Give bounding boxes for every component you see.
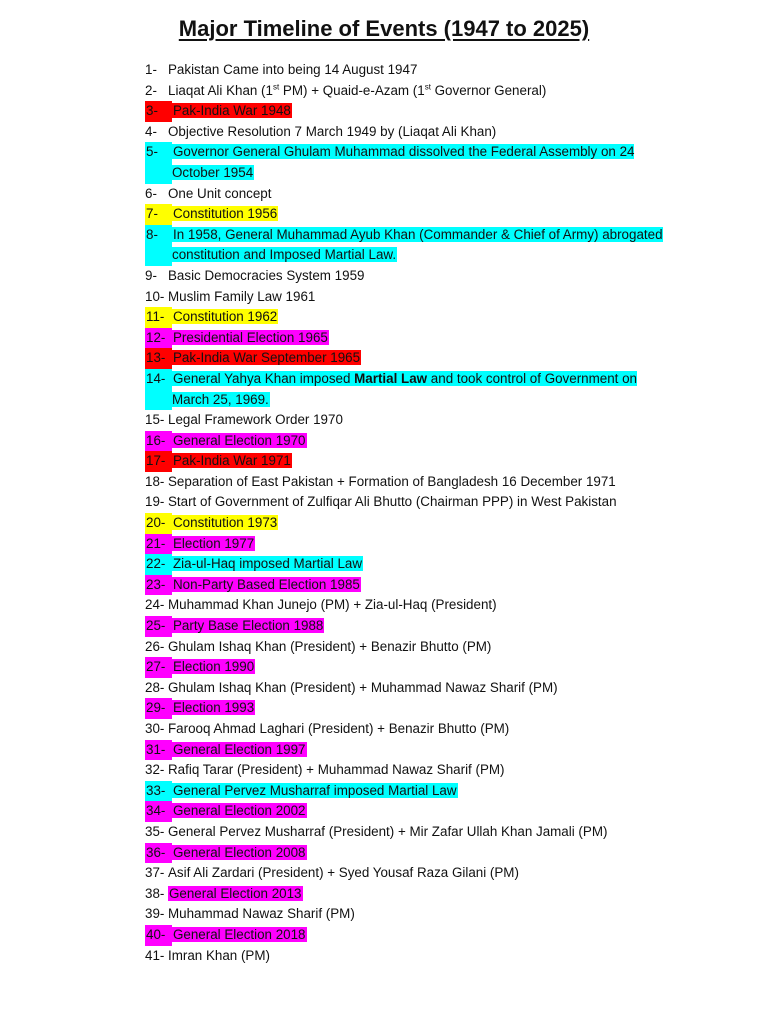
item-text-content: General Election 1970 (173, 432, 306, 448)
timeline-item (145, 184, 675, 205)
item-text-content: Constitution 1962 (173, 309, 278, 325)
item-number: 11- (145, 307, 172, 328)
item-text-content: Zia-ul-Haq imposed Martial Law (173, 556, 363, 572)
item-text (172, 554, 675, 575)
item-text-content: Election 1990 (173, 659, 255, 675)
timeline-item (145, 142, 675, 183)
item-text-bold: Martial Law (354, 370, 428, 386)
timeline-item (145, 554, 675, 575)
timeline-item (145, 225, 675, 266)
item-text (168, 184, 675, 205)
item-number: 36- (145, 843, 172, 864)
timeline-item (145, 101, 675, 122)
item-text-content: Muhammad Khan Junejo (PM) + Zia-ul-Haq (President) (168, 597, 497, 613)
item-number: 8- (145, 225, 172, 266)
item-number: 15- (145, 412, 165, 428)
item-number: 34- (145, 801, 172, 822)
item-text-content: In 1958, General Muhammad Ayub Khan (Commander & Chief of Army) abrogated constitution and Imposed Martial Law. (172, 226, 663, 263)
item-text (172, 142, 675, 183)
timeline-item (145, 410, 675, 431)
timeline-item (145, 122, 675, 143)
timeline-item (145, 698, 675, 719)
item-text-content: Non-Party Based Election 1985 (173, 576, 360, 592)
item-text-content: Separation of East Pakistan + Formation of Bangladesh 16 December 1971 (168, 473, 616, 489)
item-text (172, 740, 675, 761)
item-text-part: and took control of Government on March 25, 1969. (172, 370, 637, 407)
item-text (172, 843, 675, 864)
item-text (168, 760, 675, 781)
item-text-content: Objective Resolution 7 March 1949 by (Liaqat Ali Khan) (168, 123, 497, 139)
timeline-item (145, 781, 675, 802)
item-text-content: Pak-India War 1948 (173, 103, 291, 119)
item-text (172, 925, 675, 946)
item-text-content: Ghulam Ishaq Khan (President) + Benazir Bhutto (PM) (168, 638, 492, 654)
timeline-item (145, 472, 675, 493)
timeline-item (145, 266, 675, 287)
item-number: 2- (145, 82, 157, 98)
item-text (168, 678, 675, 699)
item-text (172, 698, 675, 719)
item-text-content: Ghulam Ishaq Khan (President) + Muhammad Nawaz Sharif (PM) (168, 679, 558, 695)
timeline-item (145, 884, 675, 905)
item-text (168, 492, 675, 513)
item-text-content: General Election 2002 (173, 803, 306, 819)
item-number: 21- (145, 534, 172, 555)
item-number: 28- (145, 679, 165, 695)
item-text (172, 616, 675, 637)
item-text-content: Party Base Election 1988 (173, 618, 324, 634)
item-text (168, 595, 675, 616)
timeline-item (145, 946, 675, 967)
timeline-item (145, 369, 675, 410)
item-number: 33- (145, 781, 172, 802)
timeline-item (145, 595, 675, 616)
item-text-content: Muhammad Nawaz Sharif (PM) (168, 906, 355, 922)
item-text-content: Constitution 1973 (173, 515, 278, 531)
item-text-content: Governor General Ghulam Muhammad dissolved the Federal Assembly on 24 October 1954 (172, 144, 635, 180)
item-text-content: Asif Ali Zardari (President) + Syed Yousaf Raza Gilani (PM) (168, 865, 519, 881)
item-number: 29- (145, 698, 172, 719)
item-text-content: General Pervez Musharraf imposed Martial Law (173, 782, 457, 798)
item-text (172, 781, 675, 802)
item-text-content: General Election 2008 (173, 844, 306, 860)
item-number: 3- (145, 101, 172, 122)
item-text (168, 81, 675, 102)
item-text (172, 431, 675, 452)
item-text (172, 657, 675, 678)
timeline-item (145, 513, 675, 534)
timeline-item (145, 60, 675, 81)
item-number: 13- (145, 348, 172, 369)
item-number: 14- (145, 369, 172, 410)
item-number: 4- (145, 123, 157, 139)
item-text-content: Liaqat Ali Khan (1st PM) + Quaid-e-Azam (1st Governor General) (168, 82, 547, 98)
timeline-item (145, 451, 675, 472)
timeline-item (145, 328, 675, 349)
item-text-content: General Pervez Musharraf (President) + Mir Zafar Ullah Khan Jamali (PM) (168, 823, 608, 839)
timeline-item (145, 204, 675, 225)
item-text (172, 204, 675, 225)
item-text (168, 266, 675, 287)
timeline-item (145, 492, 675, 513)
item-text (172, 348, 675, 369)
item-text-content: Muslim Family Law 1961 (168, 288, 316, 304)
item-number: 26- (145, 638, 165, 654)
item-text (168, 410, 675, 431)
item-text (168, 637, 675, 658)
item-text (172, 534, 675, 555)
item-number: 5- (145, 142, 172, 183)
timeline-item (145, 801, 675, 822)
item-text-part: General Yahya Khan imposed (173, 370, 355, 386)
item-text-content: General Election 1997 (173, 741, 306, 757)
timeline-item (145, 431, 675, 452)
item-text (168, 472, 675, 493)
item-text (172, 101, 675, 122)
timeline-item (145, 904, 675, 925)
item-number: 17- (145, 451, 172, 472)
item-number: 9- (145, 267, 157, 283)
timeline-item (145, 719, 675, 740)
item-number: 22- (145, 554, 172, 575)
item-number: 10- (145, 288, 165, 304)
item-number: 38- (145, 885, 165, 901)
item-text (172, 451, 675, 472)
item-number: 7- (145, 204, 172, 225)
item-text (172, 575, 675, 596)
item-number: 16- (145, 431, 172, 452)
item-text (168, 884, 675, 905)
item-text-content: General Election 2013 (169, 885, 302, 901)
item-text-content: Imran Khan (PM) (168, 947, 270, 963)
item-text-content: Pakistan Came into being 14 August 1947 (168, 62, 418, 77)
item-text-content: General Election 2018 (173, 926, 306, 942)
item-number: 18- (145, 473, 165, 489)
item-text (172, 513, 675, 534)
item-text-content: Start of Government of Zulfiqar Ali Bhutto (Chairman PPP) in West Pakistan (168, 494, 617, 510)
item-number: 31- (145, 740, 172, 761)
item-number: 23- (145, 575, 172, 596)
timeline-item (145, 822, 675, 843)
item-number: 27- (145, 657, 172, 678)
timeline-item (145, 760, 675, 781)
timeline-item (145, 81, 675, 102)
item-text-content: Rafiq Tarar (President) + Muhammad Nawaz Sharif (PM) (168, 762, 505, 778)
item-text (168, 60, 675, 81)
timeline-list (145, 60, 675, 966)
item-text-content (172, 371, 637, 407)
timeline-item (145, 843, 675, 864)
page-title: Major Timeline of Events (1947 to 2025) (178, 16, 590, 41)
item-number: 20- (145, 513, 172, 534)
item-number: 25- (145, 616, 172, 637)
timeline-item (145, 863, 675, 884)
item-text-content: Farooq Ahmad Laghari (President) + Benazir Bhutto (PM) (168, 721, 510, 736)
item-text-content: Presidential Election 1965 (173, 329, 328, 345)
item-number: 24- (145, 597, 165, 613)
item-text-content: Pak-India War 1971 (173, 453, 291, 469)
item-text (168, 822, 675, 843)
item-number: 32- (145, 762, 165, 778)
item-number: 1- (145, 62, 157, 77)
item-number: 35- (145, 823, 165, 839)
timeline-item (145, 348, 675, 369)
item-text (168, 946, 675, 967)
timeline-item (145, 925, 675, 946)
item-text (168, 287, 675, 308)
item-text (172, 369, 675, 410)
item-number: 6- (145, 185, 157, 201)
item-text-content: Election 1977 (173, 535, 255, 551)
timeline-item (145, 637, 675, 658)
item-text (168, 904, 675, 925)
timeline-item (145, 534, 675, 555)
item-text-content: Legal Framework Order 1970 (168, 412, 343, 428)
item-text (172, 801, 675, 822)
timeline-item (145, 287, 675, 308)
item-text (168, 863, 675, 884)
timeline-item (145, 678, 675, 699)
timeline-item (145, 740, 675, 761)
item-number: 40- (145, 925, 172, 946)
item-number: 41- (145, 947, 165, 963)
item-text-content: One Unit concept (168, 185, 272, 201)
item-number: 12- (145, 328, 172, 349)
item-text-content: Election 1993 (173, 700, 255, 716)
timeline-item (145, 616, 675, 637)
item-text (172, 307, 675, 328)
item-number: 19- (145, 494, 165, 510)
item-text (172, 328, 675, 349)
item-text-content: Constitution 1956 (173, 206, 278, 222)
timeline-item (145, 307, 675, 328)
item-text (172, 225, 675, 266)
item-number: 37- (145, 865, 165, 881)
timeline-item (145, 657, 675, 678)
item-text (168, 122, 675, 143)
item-text-content: Pak-India War September 1965 (173, 350, 361, 366)
item-text-content: Basic Democracies System 1959 (168, 267, 365, 283)
timeline-item (145, 575, 675, 596)
item-number: 39- (145, 906, 165, 922)
item-text (168, 719, 675, 740)
item-number: 30- (145, 721, 165, 736)
